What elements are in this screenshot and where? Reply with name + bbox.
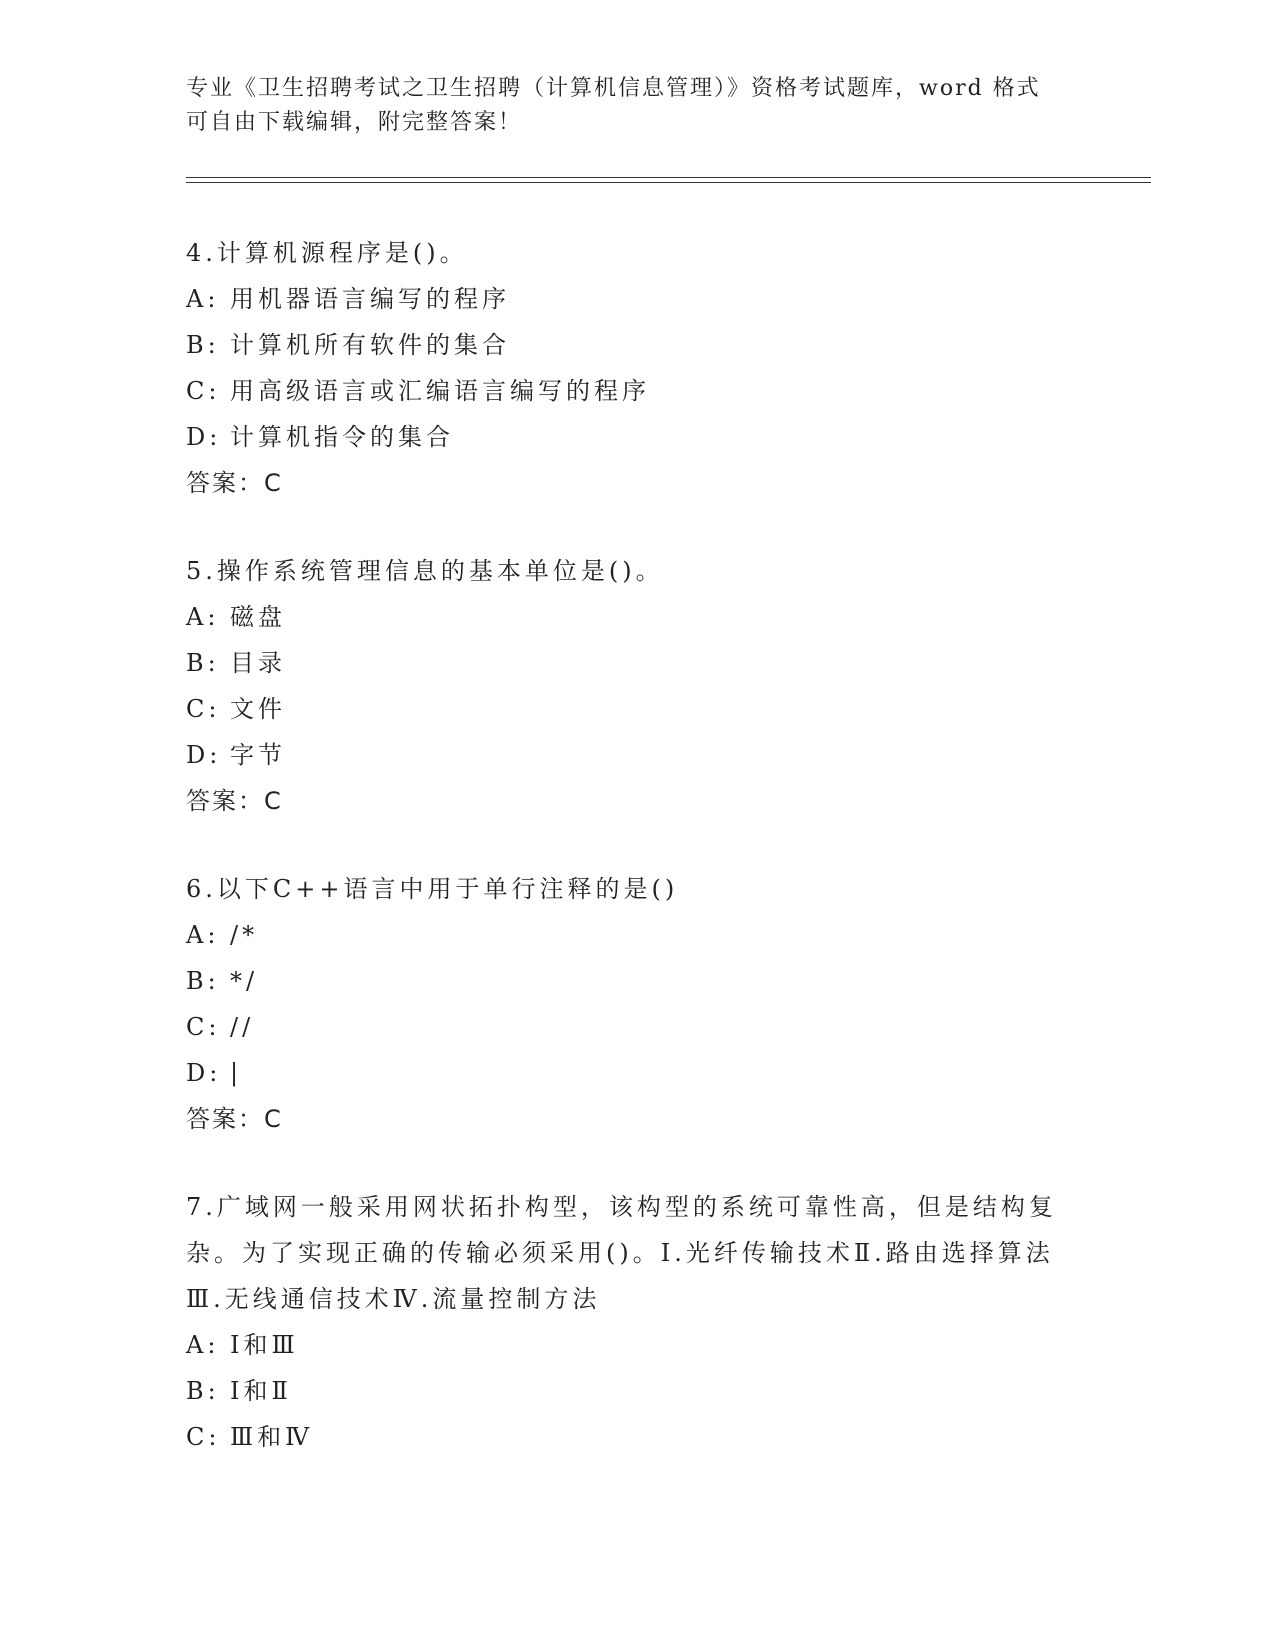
option-text: 用高级语言或汇编语言编写的程序 bbox=[230, 377, 650, 405]
option-c bbox=[186, 686, 1066, 732]
header-line-2: 可自由下载编辑，附完整答案！ bbox=[186, 110, 523, 135]
question-stem: 6.以下C++语言中用于单行注释的是() bbox=[186, 875, 679, 903]
option-label: B: bbox=[186, 1377, 220, 1405]
option-c bbox=[186, 1004, 1066, 1050]
question-stem: 4.计算机源程序是()。 bbox=[186, 239, 468, 267]
option-label: A: bbox=[186, 603, 220, 631]
question-7 bbox=[186, 1184, 1066, 1460]
option-b bbox=[186, 322, 1066, 368]
option-text: 计算机指令的集合 bbox=[230, 423, 454, 451]
question-list bbox=[186, 230, 1066, 1502]
header-divider-top bbox=[186, 177, 1151, 178]
option-label: C: bbox=[186, 695, 221, 723]
option-label: C: bbox=[186, 1423, 221, 1451]
option-a bbox=[186, 276, 1066, 322]
document-header bbox=[186, 72, 1066, 140]
option-text: 目录 bbox=[230, 649, 286, 677]
option-text: */ bbox=[230, 967, 259, 995]
option-d bbox=[186, 1050, 1066, 1096]
option-text: Ⅰ和Ⅲ bbox=[230, 1331, 299, 1359]
option-c bbox=[186, 1414, 1066, 1460]
option-d bbox=[186, 732, 1066, 778]
option-b bbox=[186, 640, 1066, 686]
answer-line: 答案：C bbox=[186, 787, 283, 815]
option-label: A: bbox=[186, 285, 220, 313]
option-label: C: bbox=[186, 1013, 221, 1041]
option-text: | bbox=[230, 1059, 243, 1087]
option-a bbox=[186, 594, 1066, 640]
question-5 bbox=[186, 548, 1066, 824]
option-text: Ⅲ和Ⅳ bbox=[230, 1423, 314, 1451]
option-text: 字节 bbox=[230, 741, 286, 769]
question-6 bbox=[186, 866, 1066, 1142]
option-a bbox=[186, 912, 1066, 958]
option-a bbox=[186, 1322, 1066, 1368]
option-b bbox=[186, 958, 1066, 1004]
answer-line: 答案：C bbox=[186, 469, 283, 497]
option-label: B: bbox=[186, 967, 220, 995]
option-label: B: bbox=[186, 331, 220, 359]
option-label: C: bbox=[186, 377, 221, 405]
option-label: D: bbox=[186, 741, 222, 769]
option-label: B: bbox=[186, 649, 220, 677]
option-d bbox=[186, 414, 1066, 460]
header-divider-bottom bbox=[186, 182, 1151, 183]
option-label: D: bbox=[186, 1059, 222, 1087]
option-text: 磁盘 bbox=[230, 603, 286, 631]
option-text: 文件 bbox=[230, 695, 286, 723]
option-text: /* bbox=[230, 921, 259, 949]
option-text: 计算机所有软件的集合 bbox=[230, 331, 510, 359]
option-b bbox=[186, 1368, 1066, 1414]
option-label: A: bbox=[186, 921, 220, 949]
answer-line: 答案：C bbox=[186, 1105, 283, 1133]
option-label: D: bbox=[186, 423, 222, 451]
option-label: A: bbox=[186, 1331, 220, 1359]
header-line-1: 专业《卫生招聘考试之卫生招聘（计算机信息管理）》资格考试题库，word 格式 bbox=[186, 76, 1041, 101]
option-text: // bbox=[230, 1013, 255, 1041]
option-c bbox=[186, 368, 1066, 414]
option-text: 用机器语言编写的程序 bbox=[230, 285, 510, 313]
question-stem: 5.操作系统管理信息的基本单位是()。 bbox=[186, 557, 664, 585]
question-stem: 7.广域网一般采用网状拓扑构型，该构型的系统可靠性高，但是结构复杂。为了实现正确的传输必须采用()。Ⅰ.光纤传输技术Ⅱ.路由选择算法Ⅲ.无线通信技术Ⅳ.流量控制方法 bbox=[186, 1193, 1057, 1313]
question-4 bbox=[186, 230, 1066, 506]
option-text: Ⅰ和Ⅱ bbox=[230, 1377, 292, 1405]
